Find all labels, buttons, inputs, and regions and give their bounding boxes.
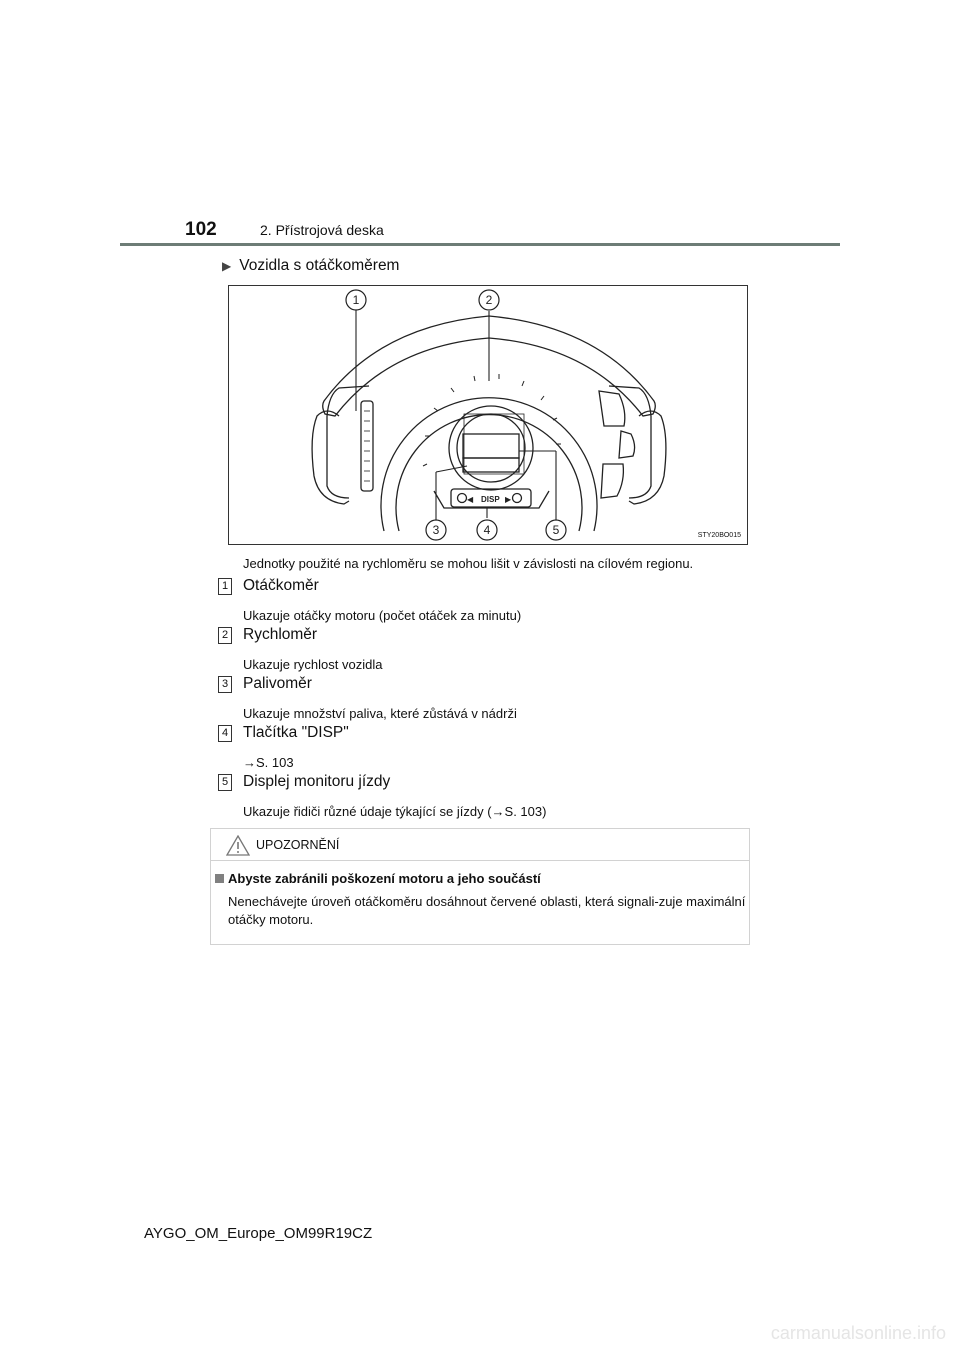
warning-label: UPOZORNĚNÍ bbox=[256, 838, 340, 852]
callout-4: 4 bbox=[483, 523, 491, 537]
section-title: 2. Přístrojová deska bbox=[260, 222, 384, 238]
subsection-title: Vozidla s otáčkoměrem bbox=[239, 257, 400, 274]
item-title: Otáčkoměr bbox=[243, 577, 319, 594]
warning-text: Nenechávejte úroveň otáčkoměru dosáhnout červené oblasti, která signali-zuje maximální otáčky motoru. bbox=[228, 894, 746, 927]
item-description: Ukazuje množství paliva, které zůstává v nádrži bbox=[243, 706, 517, 721]
figure-code: STY20BO015 bbox=[697, 532, 741, 539]
item-description: Ukazuje otáčky motoru (počet otáček za minutu) bbox=[243, 608, 522, 623]
item-title: Displej monitoru jízdy bbox=[243, 773, 391, 790]
instrument-cluster-figure bbox=[228, 285, 748, 545]
item-title: Rychloměr bbox=[243, 626, 318, 643]
disp-left-arrow-icon: ◀ bbox=[467, 495, 474, 504]
item-title: Tlačítka "DISP" bbox=[243, 724, 349, 741]
item-description[interactable]: →S. 103 bbox=[243, 755, 294, 770]
item-number: 5 bbox=[218, 774, 232, 791]
subsection-heading bbox=[222, 257, 399, 275]
item-description: Ukazuje rychlost vozidla bbox=[243, 657, 383, 672]
item-description: Ukazuje řidiči různé údaje týkající se jízdy (→S. 103) bbox=[243, 804, 547, 819]
watermark: carmanualsonline.info bbox=[770, 1323, 946, 1343]
square-bullet-icon bbox=[215, 874, 224, 883]
item-number: 4 bbox=[218, 725, 232, 742]
disp-right-arrow-icon: ▶ bbox=[505, 495, 512, 504]
figure-note: Jednotky použité na rychloměru se mohou lišit v závislosti na cílovém regionu. bbox=[243, 556, 694, 571]
disp-button-label: DISP bbox=[481, 495, 500, 504]
item-title: Palivoměr bbox=[243, 675, 312, 692]
callout-1: 1 bbox=[352, 293, 360, 307]
document-id: AYGO_OM_Europe_OM99R19CZ bbox=[144, 1225, 373, 1242]
callout-3: 3 bbox=[432, 523, 440, 537]
page-number: 102 bbox=[185, 219, 217, 240]
item-number: 1 bbox=[218, 578, 232, 595]
callout-5: 5 bbox=[552, 523, 560, 537]
header-divider bbox=[120, 243, 840, 246]
warning-heading: Abyste zabránili poškození motoru a jeho součástí bbox=[228, 871, 541, 886]
callout-2: 2 bbox=[485, 293, 493, 307]
warning-header bbox=[211, 829, 749, 861]
item-number: 2 bbox=[218, 627, 232, 644]
warning-triangle-icon bbox=[226, 835, 250, 856]
item-number: 3 bbox=[218, 676, 232, 693]
warning-box bbox=[210, 828, 750, 945]
instrument-cluster-illustration bbox=[229, 286, 747, 544]
triangle-bullet-icon: ▶ bbox=[222, 259, 232, 273]
